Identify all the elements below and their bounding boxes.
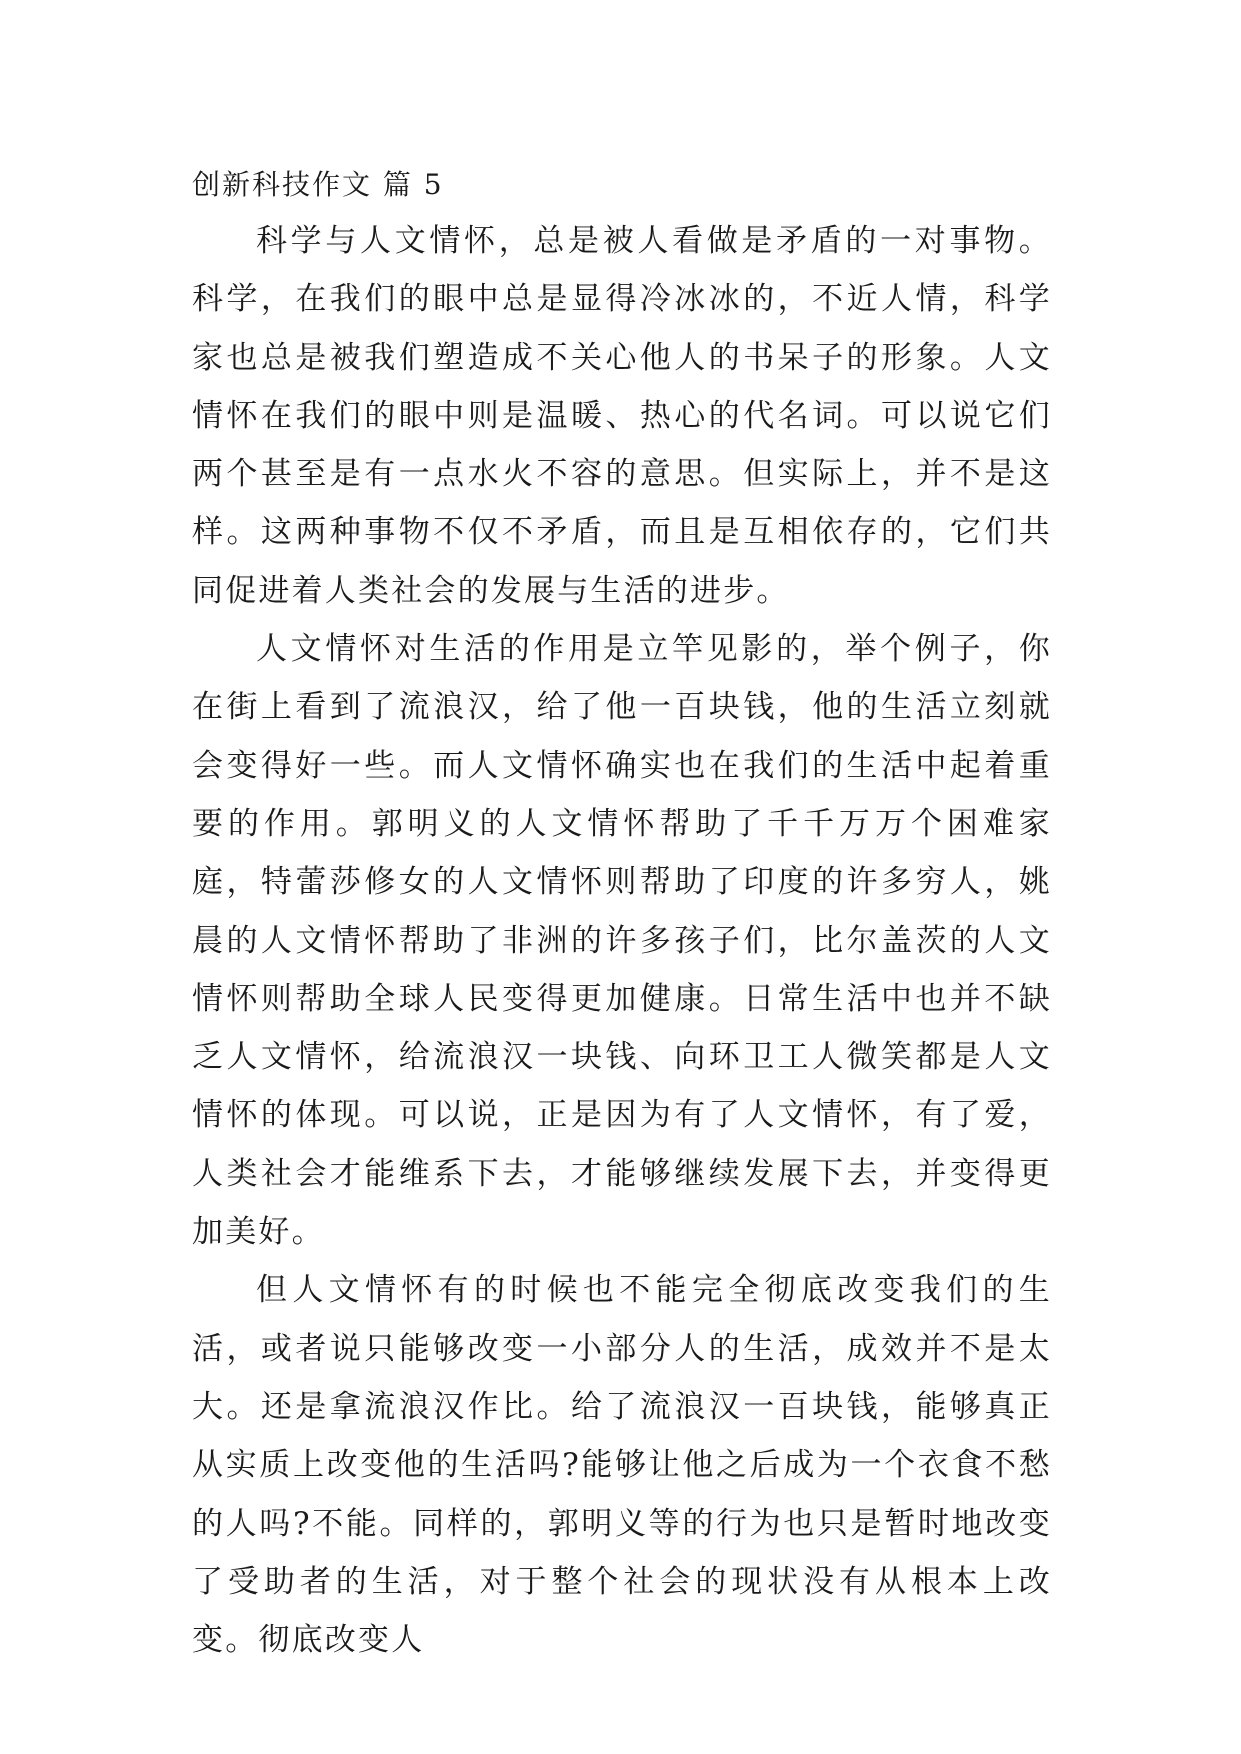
paragraph-3: 但人文情怀有的时候也不能完全彻底改变我们的生活，或者说只能够改变一小部分人的生活，成效并不是太大。还是拿流浪汉作比。给了流浪汉一百块钱，能够真正从实质上改变他的生活吗?能够让他之后成为一个衣食不愁的人吗?不能。同样的，郭明义等的行为也只是暂时地改变了受助者的生活，对于整个社会的现状没有从根本上改变。彻底改变人	[192, 1272, 1052, 1659]
paragraph-2: 人文情怀对生活的作用是立竿见影的，举个例子，你在街上看到了流浪汉，给了他一百块钱，他的生活立刻就会变得好一些。而人文情怀确实也在我们的生活中起着重要的作用。郭明义的人文情怀帮助了千千万万个困难家庭，特蕾莎修女的人文情怀则帮助了印度的许多穷人，姚晨的人文情怀帮助了非洲的许多孩子们，比尔盖茨的人文情怀则帮助全球人民变得更加健康。日常生活中也并不缺乏人文情怀，给流浪汉一块钱、向环卫工人微笑都是人文情怀的体现。可以说，正是因为有了人文情怀，有了爱，人类社会才能维系下去，才能够继续发展下去，并变得更加美好。	[192, 631, 1052, 1251]
document-title: 创新科技作文 篇 5	[192, 168, 444, 201]
paragraph-1: 科学与人文情怀，总是被人看做是矛盾的一对事物。科学，在我们的眼中总是显得冷冰冰的，不近人情，科学家也总是被我们塑造成不关心他人的书呆子的形象。人文情怀在我们的眼中则是温暖、热心的代名词。可以说它们两个甚至是有一点水火不容的意思。但实际上，并不是这样。这两种事物不仅不矛盾，而且是互相依存的，它们共同促进着人类社会的发展与生活的进步。	[192, 223, 1052, 609]
document-body	[192, 158, 1052, 1669]
